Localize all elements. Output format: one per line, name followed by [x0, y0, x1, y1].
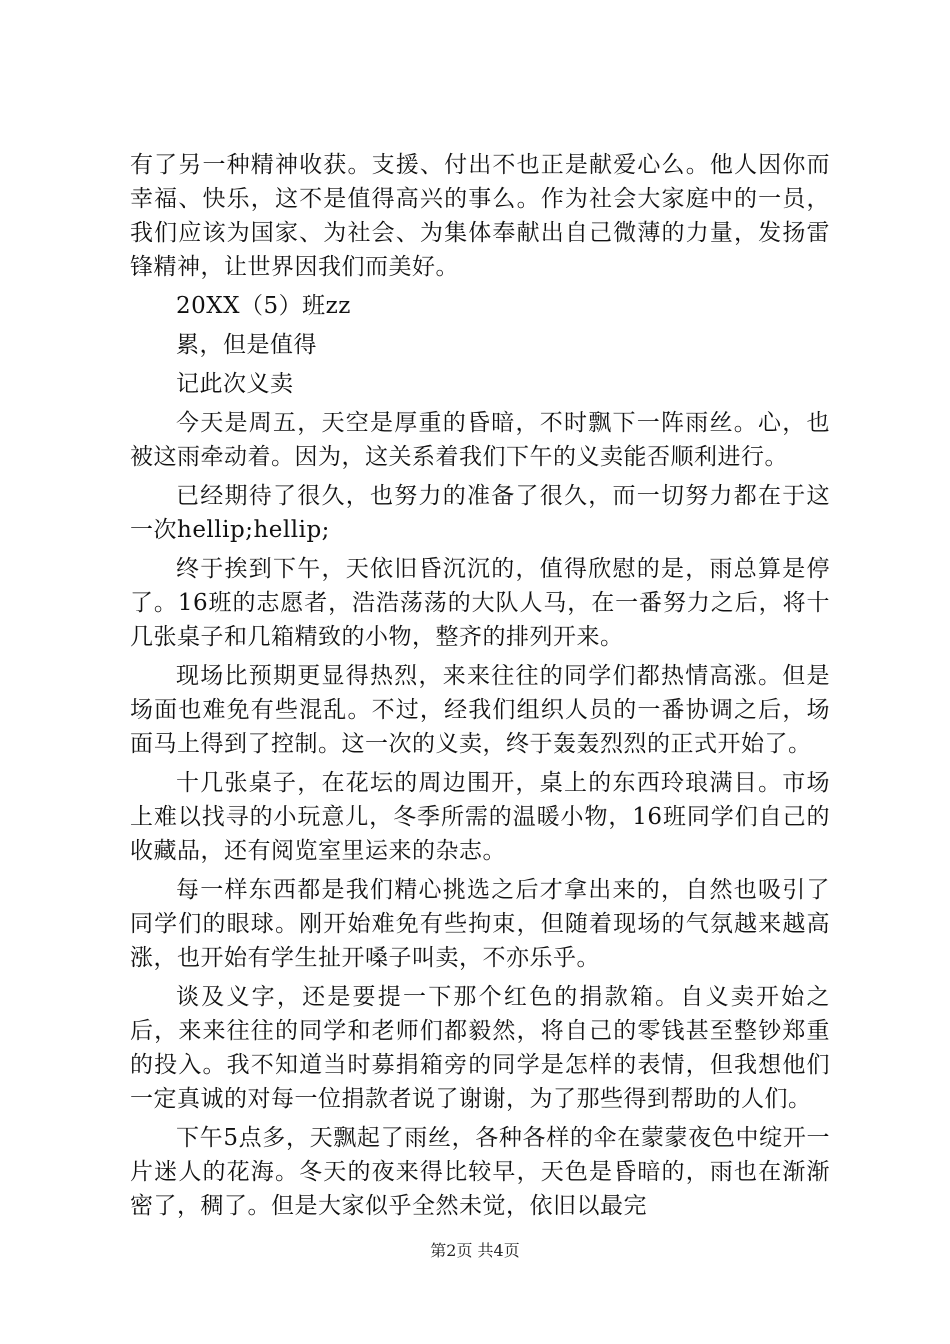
article-subtitle: 记此次义卖 — [176, 371, 294, 397]
paragraph: 已经期待了很久，也努力的准备了很久，而一切努力都在于这一次hellip;hellip; — [130, 483, 830, 543]
author-line: 20XX（5）班zz — [176, 293, 351, 319]
paragraph: 谈及义字，还是要提一下那个红色的捐款箱。自义卖开始之后，来来往往的同学和老师们都毅然，将自己的零钱甚至整钞郑重的投入。我不知道当时募捐箱旁的同学是怎样的表情，但我想他们一定真诚的对每一位捐款者说了谢谢，为了那些得到帮助的人们。 — [130, 984, 830, 1112]
paragraph-continuation: 有了另一种精神收获。支援、付出不也正是献爱心么。他人因你而幸福、快乐，这不是值得高兴的事么。作为社会大家庭中的一员，我们应该为国家、为社会、为集体奉献出自己微薄的力量，发扬雷锋精神，让世界因我们而美好。 — [130, 152, 830, 280]
page-content — [130, 148, 830, 1228]
page-number-footer: 第2页 共4页 — [430, 1241, 520, 1260]
paragraph: 终于挨到下午，天依旧昏沉沉的，值得欣慰的是，雨总算是停了。16班的志愿者，浩浩荡荡的大队人马，在一番努力之后，将十几张桌子和几箱精致的小物，整齐的排列开来。 — [130, 556, 830, 650]
paragraph: 今天是周五，天空是厚重的昏暗，不时飘下一阵雨丝。心，也被这雨牵动着。因为，这关系着我们下午的义卖能否顺利进行。 — [130, 410, 830, 470]
paragraph: 现场比预期更显得热烈，来来往往的同学们都热情高涨。但是场面也难免有些混乱。不过，经我们组织人员的一番协调之后，场面马上得到了控制。这一次的义卖，终于轰轰烈烈的正式开始了。 — [130, 663, 830, 757]
article-title: 累，但是值得 — [176, 332, 317, 358]
paragraph: 每一样东西都是我们精心挑选之后才拿出来的，自然也吸引了同学们的眼球。刚开始难免有些拘束，但随着现场的气氛越来越高涨，也开始有学生扯开嗓子叫卖，不亦乐乎。 — [130, 877, 830, 971]
paragraph: 十几张桌子，在花坛的周边围开，桌上的东西玲琅满目。市场上难以找寻的小玩意儿，冬季所需的温暖小物，16班同学们自己的收藏品，还有阅览室里运来的杂志。 — [130, 770, 830, 864]
paragraph: 下午5点多，天飘起了雨丝，各种各样的伞在蒙蒙夜色中绽开一片迷人的花海。冬天的夜来得比较早，天色是昏暗的，雨也在渐渐密了，稠了。但是大家似乎全然未觉，依旧以最完 — [130, 1125, 830, 1219]
